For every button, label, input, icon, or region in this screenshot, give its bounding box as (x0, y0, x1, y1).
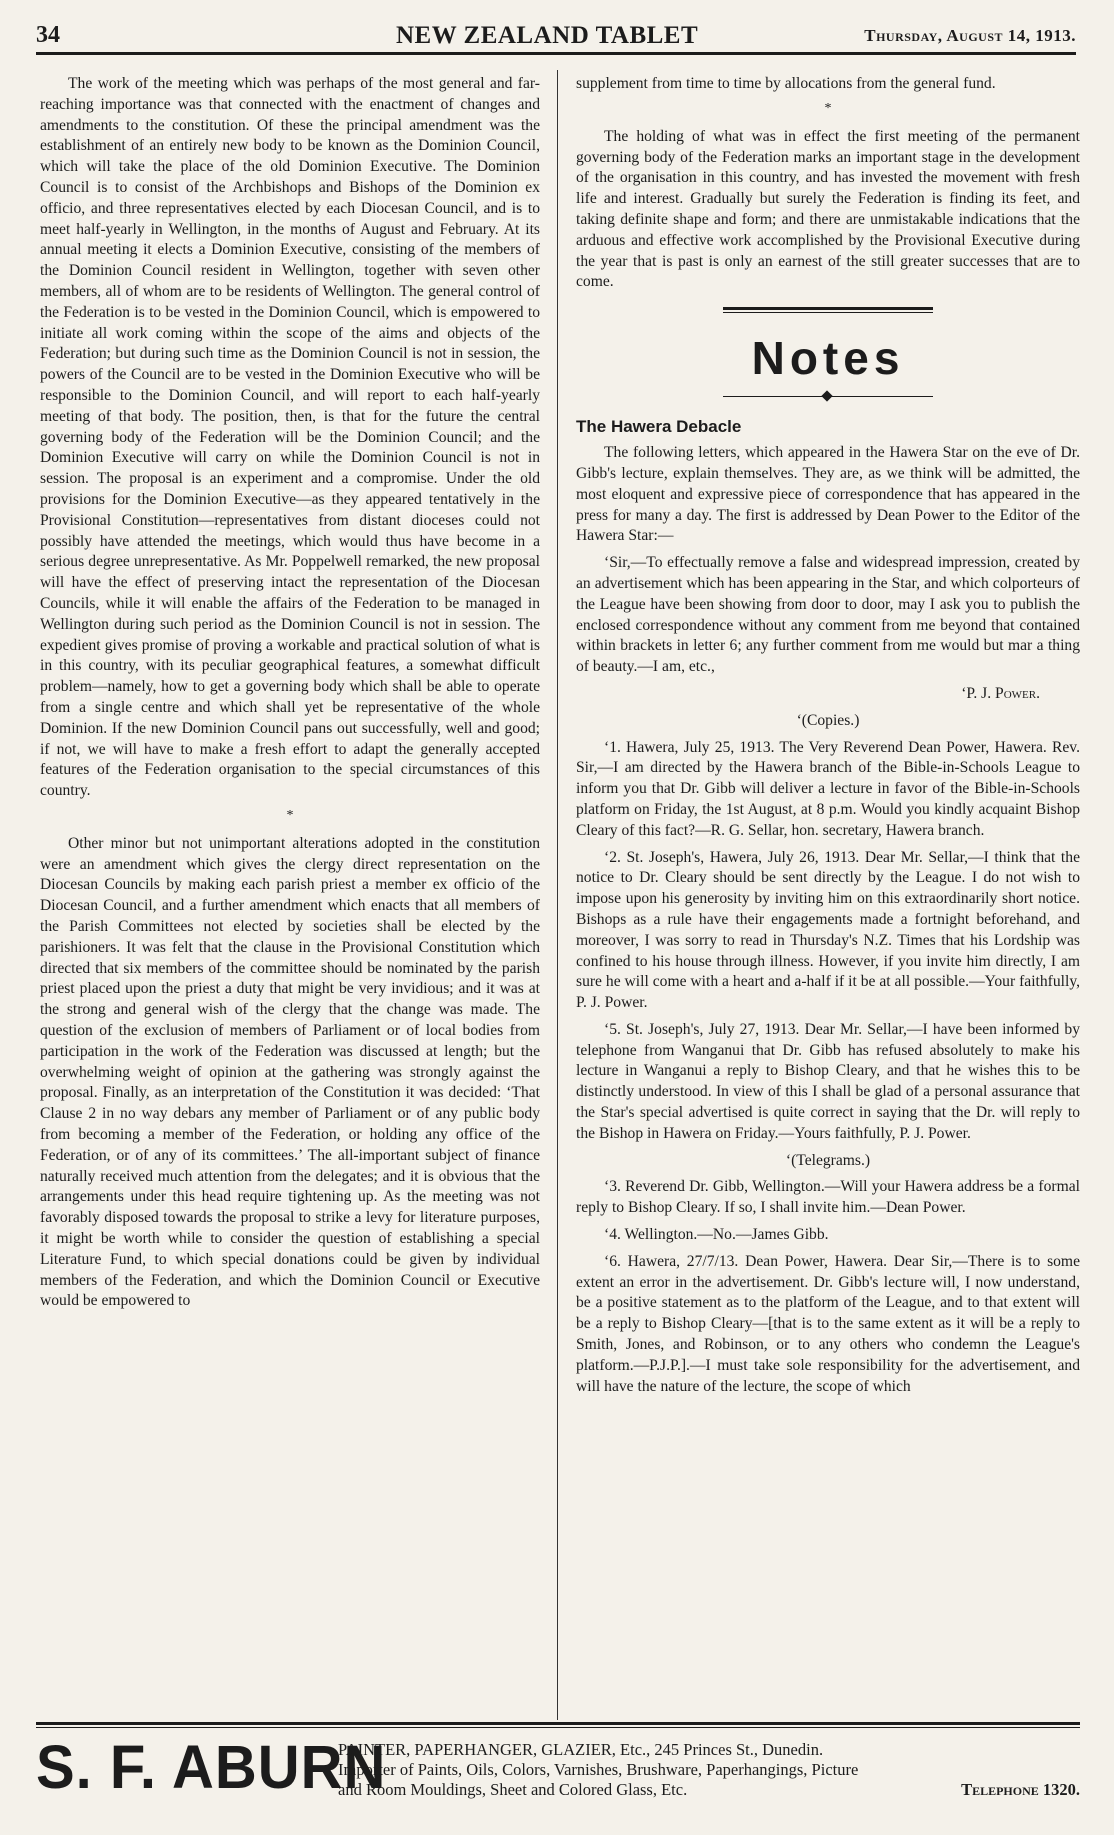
telegram-paragraph: ‘6. Hawera, 27/7/13. Dean Power, Hawera. Dear Sir,—There is to some extent an error in the advertisement. Dr. Gibb's lecture will, I now understand, be a positive statement as to the platform of the League, and to that extent will be a reply to Bishop Cleary—[that is to the same extent as it will be a reply to Smith, Jones, and Robinson, or to any others who condemn the League's platform.—P.J.P.].—I must take sole responsibility for the advertisement, and will have the nature of the lecture, the scope of which (576, 1252, 1080, 1395)
diamond-rule (723, 391, 933, 403)
section-star: * (824, 100, 832, 116)
letter-paragraph: ‘Sir,—To effectually remove a false and widespread impression, created by an advertisement which has been appearing in the Star, and which colporteurs of the League have been showing from door to door, may I ask you to publish the enclosed correspondence without any comment from me beyond that contained within brackets in letter 6; any further comment from me would but mar a thing of beauty.—I am, etc., (576, 554, 1080, 676)
article-paragraph: The work of the meeting which was perhaps of the most general and far-reaching importance was that connected with the enactment of changes and amendments to the constitution. Of these the principal amendment was the establishment of an entirely new body to be known as the Dominion Council, which will take the place of the old Dominion Executive. The Dominion Council is to consist of the Archbishops and Bishops of the Dominion ex officio, and three representatives elected by each Diocesan Council, and is to meet half-yearly in Wellington, in the months of August and February. At its annual meeting it elects a Dominion Executive, consisting of the members of the Dominion Council resident in Wellington, together with seven other members, all of whom are to be residents of Wellington. The general control of the Federation is to be vested in the Dominion Council, which is empowered to initiate all work coming within the scope of the aims and objects of the Federation; but during such time as the Dominion Council is not in session, the powers of the Council are to be vested in the Dominion Executive who will be responsible to the Dominion Council, and will report to each half-yearly meeting of that body. The position, then, is that for the future the central governing body of the Federation will be the Dominion Council; and the Dominion Executive will carry on while the Dominion Council is not in session. The proposal is an experiment and a compromise. Under the old provisions for the Dominion Executive—as they appeared tentatively in the Provisional Constitution—representatives from distant dioceses could not possibly have attended the meetings, which would thus have become in a serious degree unrepresentative. As Mr. Poppelwell remarked, the new proposal will have the effect of preserving intact the representation of the Diocesan Councils, while it will enable the affairs of the Federation to be managed in Wellington during such period as the Dominion Council is not in session. The expedient gives promise of proving a workable and practical solution of what is in this country, with its peculiar geographical features, a somewhat difficult problem—namely, how to get a governing body which shall be able to operate from a single centre and which shall yet be representative of the whole Dominion. If the new Dominion Council pans out successfully, well and good; if not, we will have to make a fresh effort to adapt the generally accepted features of the Federation organisation to the special circumstances of this country. (40, 75, 540, 800)
section-star: * (286, 807, 294, 823)
copies-label: ‘(Copies.) (796, 711, 860, 729)
issue-date: Thursday, August 14, 1913. (864, 26, 1076, 45)
page-header (36, 22, 1076, 55)
section-rule (723, 307, 933, 313)
left-column (40, 74, 540, 1714)
advert-telephone: Telephone 1320. (961, 1780, 1080, 1799)
article-paragraph: Other minor but not unimportant alterations adopted in the constitution were an amendment which gives the clergy direct representation on the Diocesan Councils by making each parish priest a member ex officio of the Diocesan Council, and a further amendment which enacts that all members of the Parish Committees not elected by societies shall be elected by the parishioners. It was felt that the clause in the Provisional Constitution which directed that six members of the committee should be nominated by the parish priest placed upon the priest a duty that might be very invidious; and it was at the strong and general wish of the clergy that the change was made. The question of the exclusion of members of Parliament or of local bodies from participation in the work of the Federation was discussed at length; but the overwhelming weight of opinion at the gathering was strongly against the proposal. Finally, as an interpretation of the Constitution it was decided: ‘That Clause 2 in no way debars any member of Parliament or of any public body from becoming a member of the Federation, or holding any office of the Federation, or of any of its committees.’ The all-important subject of finance naturally received much attention from the delegates; and it is obvious that the arrangements under this head require tightening up. As the meeting was not favorably disposed towards the proposal to strike a levy for literature purposes, it might be worth while to consider the question of establishing a special Literature Fund, to which special donations could be given by individual members of the Federation, and which the Dominion Council or Executive would be empowered to (40, 834, 540, 1310)
advert-rule (36, 1722, 1080, 1728)
letter-paragraph: ‘1. Hawera, July 25, 1913. The Very Reverend Dean Power, Hawera. Rev. Sir,—I am directed by the Hawera branch of the Bible-in-Schools League to inform you that Dr. Gibb will deliver a lecture in favor of the Bible-in-Schools platform on Friday, the 1st August, at 8 p.m. Would you kindly acquaint Bishop Cleary of this fact?—R. G. Sellar, hon. secretary, Hawera branch. (576, 738, 1080, 839)
advert-line: PAINTER, PAPERHANGER, GLAZIER, Etc., 245 Princes St., Dunedin. (338, 1740, 824, 1759)
article-paragraph: The holding of what was in effect the first meeting of the permanent governing body of the Federation marks an important stage in the development of the organisation in this country, and has invested the movement with fresh life and interest. Gradually but surely the Federation is finding its feet, and taking definite shape and form; and there are unmistakable indications that the arduous and effective work accomplished by the Provisional Executive during the year that is past is only an earnest of the still greater successes that are to come. (576, 127, 1080, 291)
advert-text (338, 1740, 1080, 1800)
telegrams-label: ‘(Telegrams.) (785, 1151, 871, 1169)
letter-signature: ‘P. J. Power. (961, 684, 1040, 702)
right-column (576, 74, 1080, 1714)
masthead-title: NEW ZEALAND TABLET (396, 22, 699, 49)
advert-line: Importer of Paints, Oils, Colors, Varnishes, Brushware, Paperhangings, Picture (338, 1760, 859, 1779)
advert-line: and Room Mouldings, Sheet and Colored Glass, Etc. (338, 1780, 688, 1799)
page-number: 34 (36, 22, 60, 48)
column-divider (557, 70, 558, 1720)
advert-line-row (338, 1780, 1080, 1800)
advert-name: S. F. ABURN (36, 1733, 387, 1802)
telegram-paragraph: ‘3. Reverend Dr. Gibb, Wellington.—Will your Hawera address be a formal reply to Bishop Cleary. If so, I shall invite him.—Dean Power. (576, 1178, 1080, 1217)
notes-subheading: The Hawera Debacle (576, 417, 742, 437)
article-paragraph: The following letters, which appeared in the Hawera Star on the eve of Dr. Gibb's lecture, explain themselves. They are, as we think will be admitted, the most eloquent and expressive piece of correspondence that has appeared in the press for many a day. The first is addressed by Dean Power to the Editor of the Hawera Star:— (576, 444, 1080, 545)
article-paragraph: supplement from time to time by allocations from the general fund. (576, 75, 996, 92)
telegram-paragraph: ‘4. Wellington.—No.—James Gibb. (604, 1226, 829, 1244)
notes-heading: Notes (751, 332, 905, 385)
letter-paragraph: ‘5. St. Joseph's, July 27, 1913. Dear Mr. Sellar,—I have been informed by telephone from Wanganui that Dr. Gibb has refused absolutely to make his lecture in Wanganui a reply to Bishop Cleary, and that he wishes this to be distinctly understood. In view of this I shall be glad of a personal assurance that the Star's special advertised is quite correct in saying that the Dr. will reply to the Bishop in Hawera on Friday.—Yours faithfully, P. J. Power. (576, 1020, 1080, 1142)
letter-paragraph: ‘2. St. Joseph's, Hawera, July 26, 1913. Dear Mr. Sellar,—I think that the notice to Dr. Cleary should be sent directly by the League. I do not wish to impose upon his generosity by inviting him on this extraordinarily short notice. Bishops as a rule have their engagements made a fortnight beforehand, and moreover, I was sorry to read in Thursday's N.Z. Times that his Lordship was confined to his house through illness. However, if you invite him directly, I am sure he will come with a heart and a-half if it be at all possible.—Your faithfully, P. J. Power. (576, 848, 1080, 1012)
